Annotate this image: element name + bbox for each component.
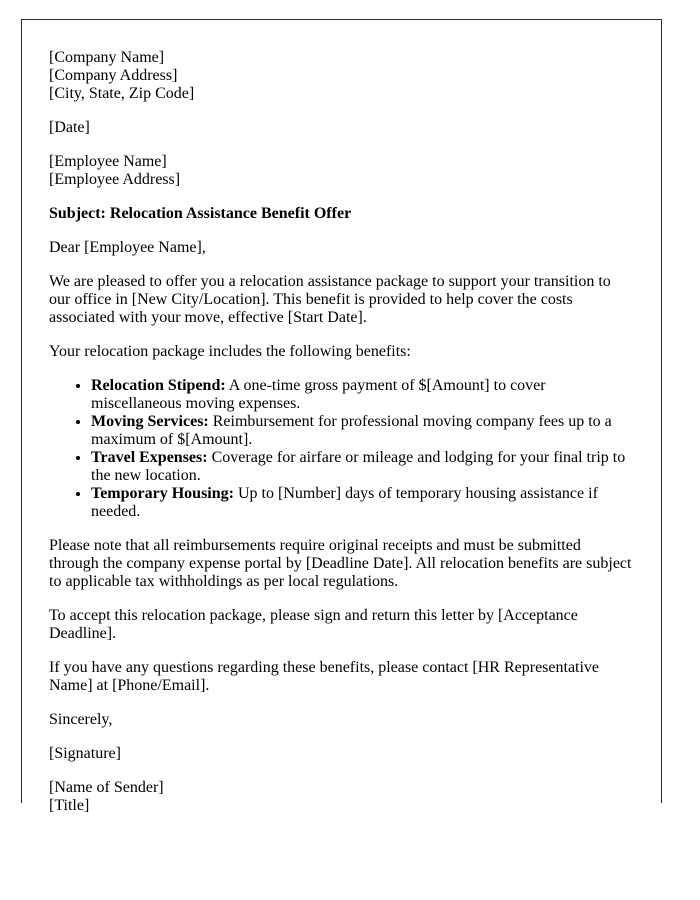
- company-address: [Company Address]: [49, 67, 178, 84]
- benefit-label: Temporary Housing:: [91, 485, 234, 502]
- recipient-address-block: [49, 153, 634, 189]
- benefit-label: Travel Expenses:: [91, 449, 208, 466]
- benefit-label: Moving Services:: [91, 413, 209, 430]
- subject-line: Subject: Relocation Assistance Benefit Offer: [49, 205, 352, 222]
- benefit-item-moving-services: [91, 413, 634, 449]
- benefit-label: Relocation Stipend:: [91, 377, 226, 394]
- benefit-item-temporary-housing: [91, 485, 634, 521]
- benefit-text: Coverage for airfare or mileage and lodging for your final trip to the new location.: [91, 449, 626, 484]
- sender-name: [Name of Sender]: [49, 779, 164, 796]
- employee-name: [Employee Name]: [49, 153, 167, 170]
- company-city-state-zip: [City, State, Zip Code]: [49, 85, 195, 102]
- benefits-list: [49, 377, 634, 521]
- benefits-lead-paragraph: Your relocation package includes the following benefits:: [49, 343, 411, 360]
- employee-address: [Employee Address]: [49, 171, 181, 188]
- signature-placeholder: [Signature]: [49, 745, 121, 762]
- sender-title: [Title]: [49, 797, 90, 814]
- intro-paragraph: We are pleased to offer you a relocation assistance package to support your transition to our office in [New City/Location]. This benefit is provided to help cover the costs associated with your move, effective [Start Date].: [49, 273, 611, 326]
- letter-container: [21, 19, 662, 814]
- benefit-item-relocation-stipend: [91, 377, 634, 413]
- salutation: Dear [Employee Name],: [49, 239, 206, 256]
- reimbursement-note-paragraph: Please note that all reimbursements require original receipts and must be submitted through the company expense portal by [Deadline Date]. All relocation benefits are subject to applicable tax withholdings as per local regulations.: [49, 537, 632, 590]
- date-line: [Date]: [49, 119, 90, 136]
- contact-paragraph: If you have any questions regarding these benefits, please contact [HR Representative Name] at [Phone/Email].: [49, 659, 600, 694]
- acceptance-paragraph: To accept this relocation package, please sign and return this letter by [Acceptance Deadline].: [49, 607, 578, 642]
- benefit-text: Reimbursement for professional moving company fees up to a maximum of $[Amount].: [91, 413, 612, 448]
- company-name: [Company Name]: [49, 49, 165, 66]
- sign-off: Sincerely,: [49, 711, 113, 728]
- sender-name-block: [49, 779, 634, 815]
- benefit-text: A one-time gross payment of $[Amount] to cover miscellaneous moving expenses.: [91, 377, 546, 412]
- sender-address-block: [49, 49, 634, 103]
- benefit-text: Up to [Number] days of temporary housing assistance if needed.: [91, 485, 598, 520]
- benefit-item-travel-expenses: [91, 449, 634, 485]
